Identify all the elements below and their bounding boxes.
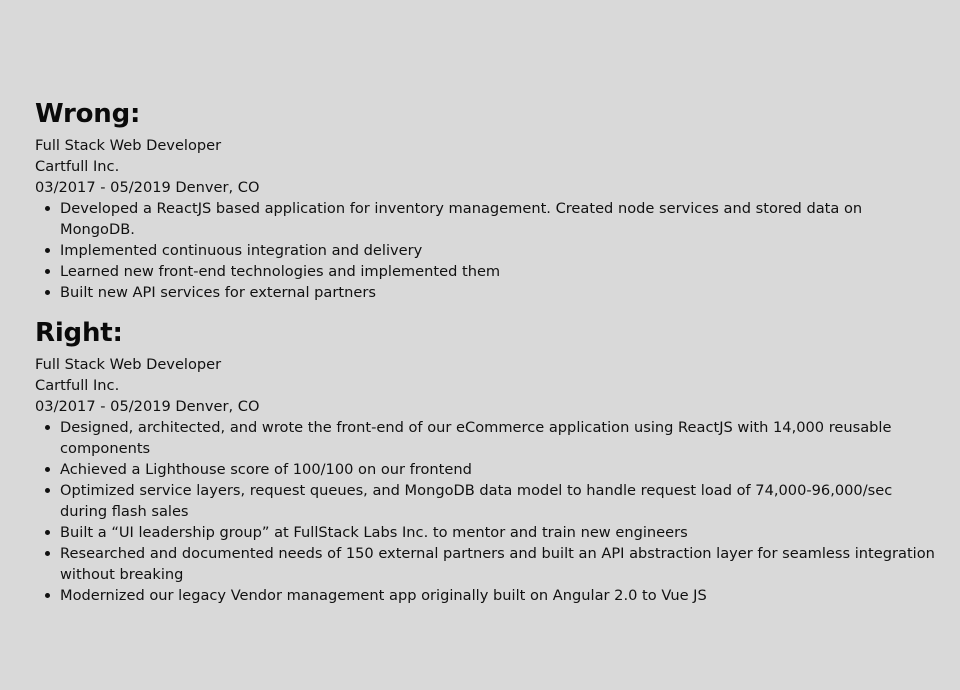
bullet-text: Built a “UI leadership group” at FullStack Labs Inc. to mentor and train new engineers xyxy=(60,524,688,541)
wrong-heading: Wrong: xyxy=(35,99,141,129)
bullet-text: Designed, architected, and wrote the front-end of our eCommerce application using ReactJS with 14,000 reusable components xyxy=(60,419,892,457)
bullet-item xyxy=(35,282,935,303)
bullet-icon xyxy=(45,248,50,253)
bullet-item xyxy=(35,585,935,606)
wrong-bullet-list xyxy=(35,198,935,303)
right-heading: Right: xyxy=(35,318,123,348)
bullet-item xyxy=(35,261,935,282)
bullet-text: Achieved a Lighthouse score of 100/100 on our frontend xyxy=(60,461,472,478)
bullet-icon xyxy=(45,488,50,493)
right-bullet-list xyxy=(35,417,935,606)
bullet-item xyxy=(35,480,935,522)
bullet-item xyxy=(35,522,935,543)
bullet-icon xyxy=(45,269,50,274)
bullet-text: Implemented continuous integration and delivery xyxy=(60,242,423,259)
bullet-icon xyxy=(45,551,50,556)
bullet-text: Modernized our legacy Vendor management app originally built on Angular 2.0 to Vue JS xyxy=(60,587,707,604)
bullet-item xyxy=(35,240,935,261)
bullet-icon xyxy=(45,530,50,535)
resume-comparison xyxy=(35,98,935,606)
bullet-item xyxy=(35,417,935,459)
bullet-item xyxy=(35,198,935,240)
dates-location: 03/2017 - 05/2019 Denver, CO xyxy=(35,179,260,196)
company-name: Cartfull Inc. xyxy=(35,158,120,175)
bullet-item xyxy=(35,543,935,585)
bullet-icon xyxy=(45,593,50,598)
bullet-icon xyxy=(45,467,50,472)
bullet-icon xyxy=(45,290,50,295)
bullet-text: Developed a ReactJS based application for inventory management. Created node services and stored data on MongoDB. xyxy=(60,200,863,238)
bullet-icon xyxy=(45,206,50,211)
right-example-section xyxy=(35,317,935,606)
bullet-text: Built new API services for external partners xyxy=(60,284,376,301)
job-title: Full Stack Web Developer xyxy=(35,356,222,373)
bullet-text: Researched and documented needs of 150 external partners and built an API abstraction layer for seamless integration without breaking xyxy=(60,545,935,583)
bullet-text: Learned new front-end technologies and implemented them xyxy=(60,263,501,280)
company-name: Cartfull Inc. xyxy=(35,377,120,394)
dates-location: 03/2017 - 05/2019 Denver, CO xyxy=(35,398,260,415)
bullet-item xyxy=(35,459,935,480)
bullet-text: Optimized service layers, request queues, and MongoDB data model to handle request load of 74,000-96,000/sec during flash sales xyxy=(60,482,893,520)
bullet-icon xyxy=(45,425,50,430)
wrong-example-section xyxy=(35,98,935,303)
job-title: Full Stack Web Developer xyxy=(35,137,222,154)
